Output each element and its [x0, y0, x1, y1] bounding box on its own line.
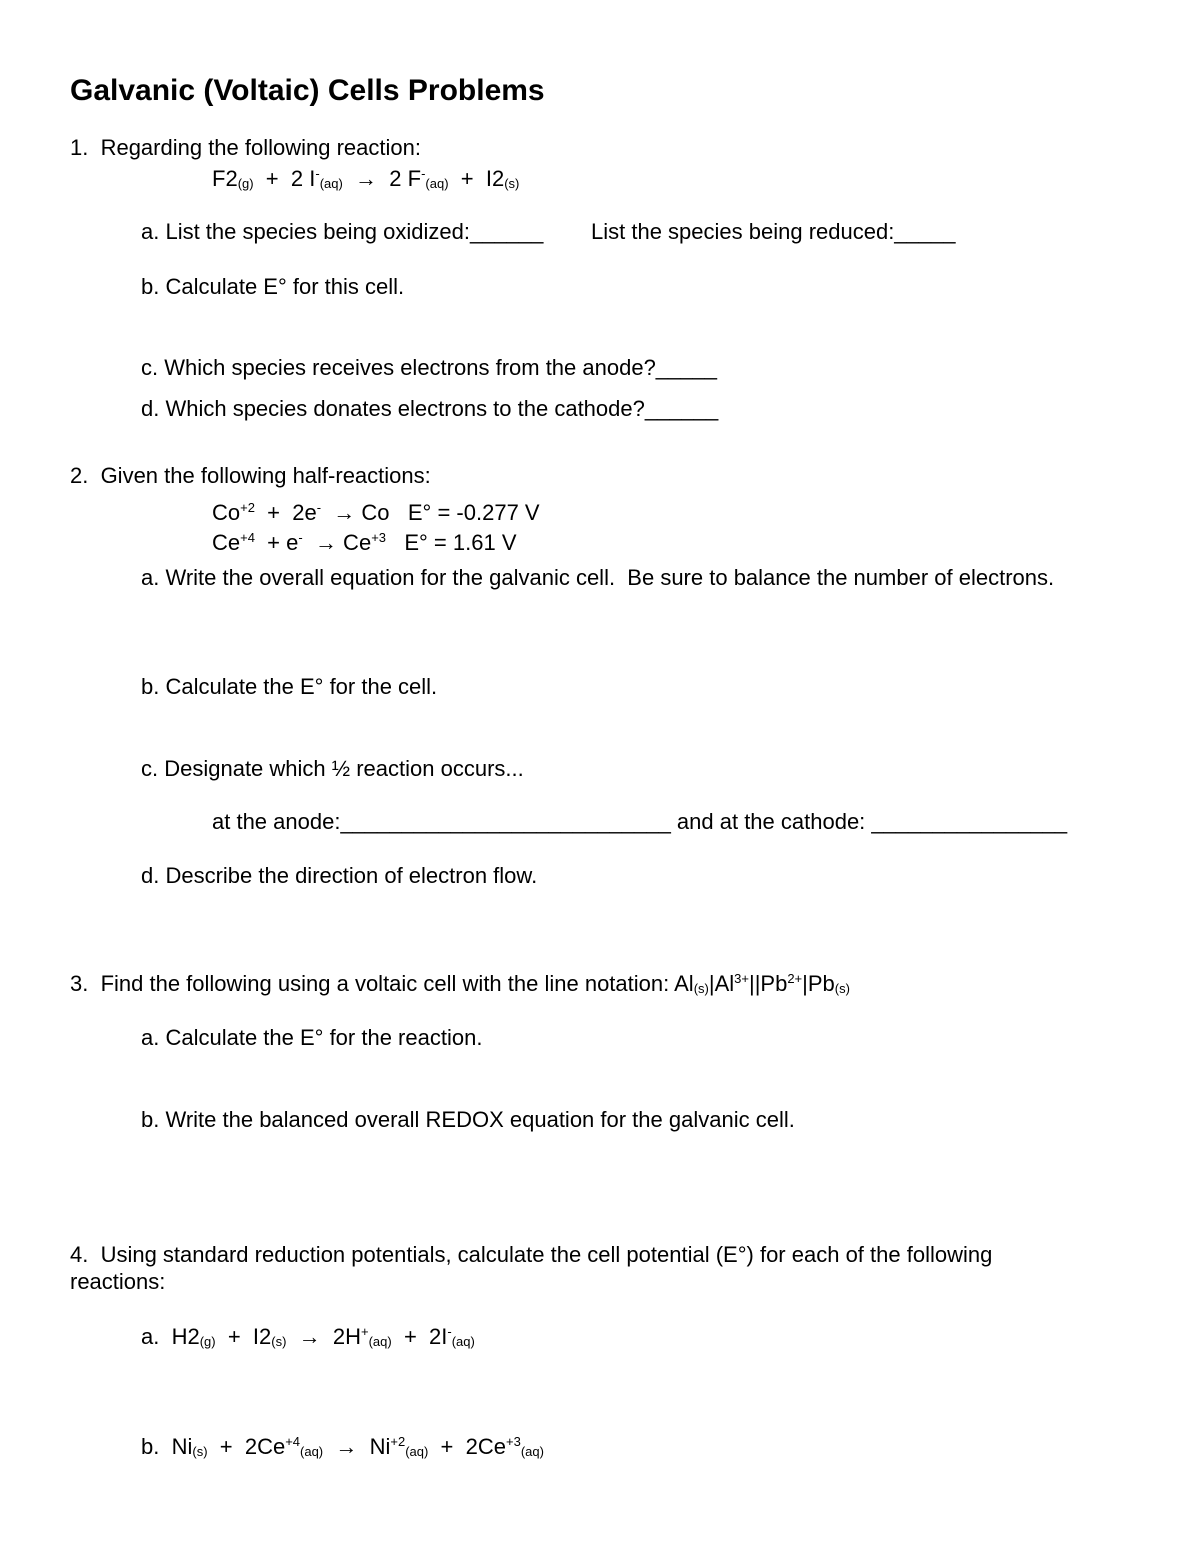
q1-part-a-reduced: List the species being reduced:_____ [591, 219, 956, 244]
eq-state: (s) [693, 981, 709, 996]
eq-state: (aq) [300, 1444, 324, 1459]
q3-stem [70, 973, 850, 995]
eq-charge: - [315, 166, 320, 181]
q2-half-reaction-2 [212, 532, 517, 554]
q3-stem-text: 3. Find the following using a voltaic cell with the line notation: Al [70, 971, 694, 996]
eq-charge: 3+ [734, 971, 749, 986]
eq-state: (s) [834, 981, 850, 996]
eq-term: + 2Ce [207, 1434, 286, 1459]
eq-term: + 2Ce [428, 1434, 506, 1459]
eq-charge: - [298, 530, 303, 545]
q1-stem: 1. Regarding the following reaction: [70, 135, 421, 160]
eq-state: (aq) [405, 1444, 429, 1459]
eq-charge: +3 [505, 1434, 521, 1449]
q2-half-reaction-1 [212, 502, 540, 524]
eq-term: |Al [708, 971, 735, 996]
q1-part-b: b. Calculate E° for this cell. [141, 274, 405, 299]
q4-stem-line-1: 4. Using standard reduction potentials, calculate the cell potential (E°) for each of the following [70, 1242, 993, 1267]
eq-term: Co [212, 500, 241, 525]
eq-term: F2 [212, 166, 238, 191]
eq-state: (aq) [319, 176, 343, 191]
q1-reaction [212, 168, 519, 190]
eq-arrow: → 2H [286, 1324, 361, 1349]
eq-arrow: → Ni [323, 1434, 391, 1459]
q2-part-a: a. Write the overall equation for the galvanic cell. Be sure to balance the number of electrons. [141, 565, 1055, 590]
q3-part-a: a. Calculate the E° for the reaction. [141, 1025, 483, 1050]
q2-part-b: b. Calculate the E° for the cell. [141, 674, 438, 699]
eq-term: + I2 [215, 1324, 272, 1349]
eq-state: (aq) [425, 176, 449, 191]
eq-state: (aq) [520, 1444, 544, 1459]
eq-term: E° = 1.61 V [386, 530, 517, 555]
eq-state: (aq) [368, 1334, 392, 1349]
q1-part-a-oxidized: a. List the species being oxidized:______ [141, 219, 544, 244]
eq-charge: +2 [240, 500, 255, 515]
eq-charge: - [421, 166, 426, 181]
eq-term: Ce [212, 530, 241, 555]
eq-charge: +4 [240, 530, 255, 545]
eq-state: (s) [192, 1444, 208, 1459]
eq-state: (aq) [451, 1334, 475, 1349]
eq-charge: +4 [285, 1434, 301, 1449]
eq-state: (s) [271, 1334, 287, 1349]
q2-stem: 2. Given the following half-reactions: [70, 463, 431, 488]
q2-part-c: c. Designate which ½ reaction occurs... [141, 756, 524, 781]
eq-term: + 2 I [253, 166, 316, 191]
q1-part-c: c. Which species receives electrons from the anode?_____ [141, 355, 717, 380]
eq-arrow: → 2 F [342, 166, 422, 191]
eq-term: ||Pb [748, 971, 788, 996]
eq-term: + 2e [254, 500, 317, 525]
eq-term: |Pb [802, 971, 835, 996]
eq-charge: - [447, 1324, 452, 1339]
q2-part-d: d. Describe the direction of electron flow. [141, 863, 538, 888]
q2-part-c-blanks: at the anode:___________________________ and at the cathode: ________________ [212, 809, 1068, 834]
eq-charge: 2+ [787, 971, 803, 986]
eq-arrow: → Co E° = -0.277 V [321, 500, 540, 525]
eq-term: b. Ni [141, 1434, 193, 1459]
q3-part-b: b. Write the balanced overall REDOX equation for the galvanic cell. [141, 1107, 795, 1132]
eq-state: (g) [199, 1334, 216, 1349]
page-title: Galvanic (Voltaic) Cells Problems [70, 74, 545, 107]
eq-term: + I2 [448, 166, 505, 191]
eq-state: (s) [504, 176, 520, 191]
q4-part-a [141, 1326, 475, 1348]
eq-charge: + [361, 1324, 369, 1339]
eq-charge: +3 [371, 530, 387, 545]
q4-part-b [141, 1436, 544, 1458]
eq-charge: +2 [390, 1434, 406, 1449]
eq-term: + 2I [391, 1324, 448, 1349]
eq-state: (g) [237, 176, 254, 191]
eq-arrow: → Ce [302, 530, 372, 555]
eq-charge: - [316, 500, 322, 515]
eq-term: a. H2 [141, 1324, 200, 1349]
q4-stem-line-2: reactions: [70, 1269, 166, 1294]
q1-part-d: d. Which species donates electrons to the cathode?______ [141, 396, 719, 421]
eq-term: + e [254, 530, 299, 555]
